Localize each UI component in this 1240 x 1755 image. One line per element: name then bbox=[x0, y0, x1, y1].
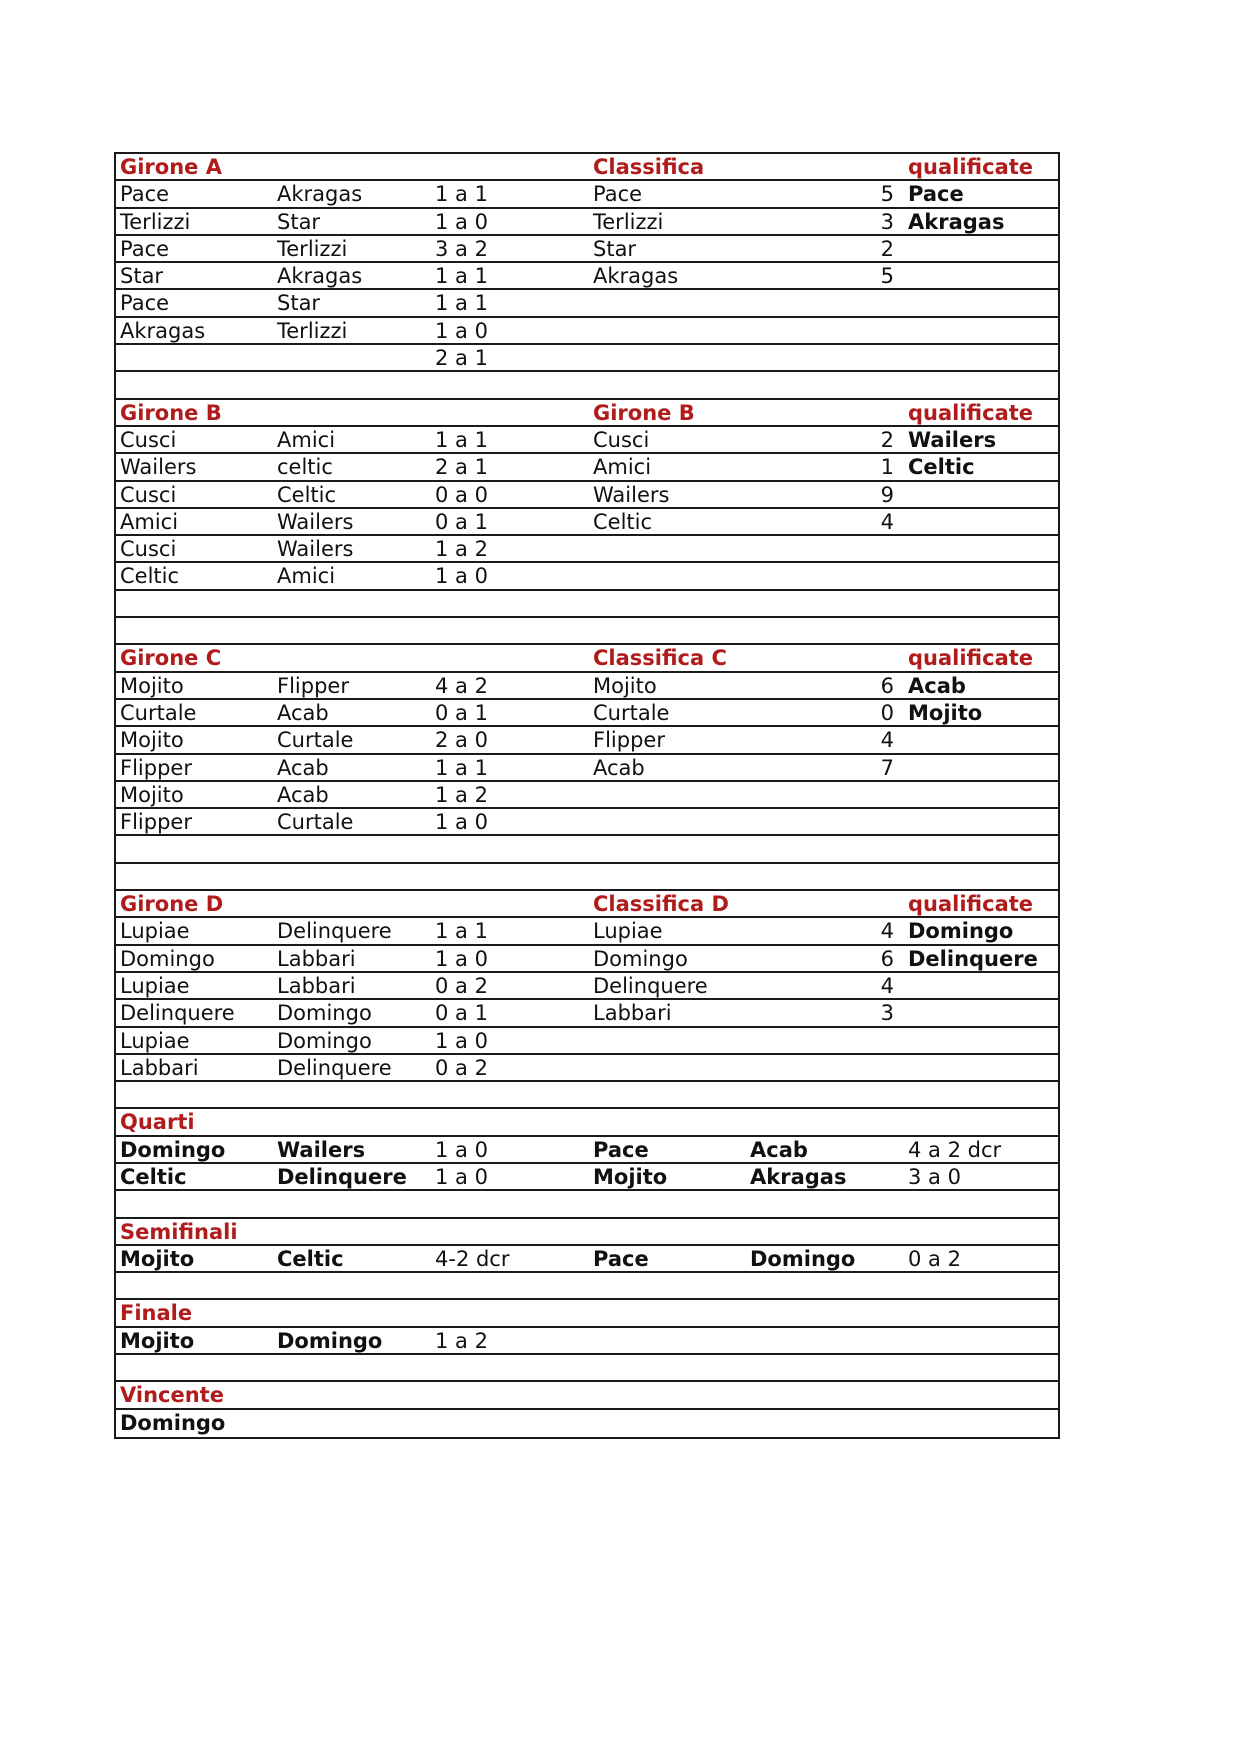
semifinali-header-row bbox=[116, 1219, 1058, 1246]
standing-points: 6 bbox=[880, 673, 894, 698]
score: 0 a 2 bbox=[435, 973, 488, 998]
table-row bbox=[116, 1137, 1058, 1164]
away-team: Amici bbox=[277, 564, 336, 589]
table-row bbox=[116, 563, 1058, 590]
score: 1 a 0 bbox=[435, 1164, 488, 1189]
table-row bbox=[116, 209, 1058, 236]
table-row bbox=[116, 482, 1058, 509]
score: 0 a 1 bbox=[435, 1001, 488, 1026]
home-team: Pace bbox=[593, 1246, 649, 1271]
home-team: Celtic bbox=[120, 1164, 187, 1189]
table-row bbox=[116, 700, 1058, 727]
qualified-team: Acab bbox=[908, 673, 966, 698]
empty-row bbox=[116, 618, 1058, 645]
standing-team: Flipper bbox=[593, 728, 665, 753]
score: 1 a 1 bbox=[435, 182, 488, 207]
score: 3 a 2 bbox=[435, 236, 488, 261]
standing-team: Mojito bbox=[593, 673, 657, 698]
away-team: Akragas bbox=[277, 182, 363, 207]
home-team: Cusci bbox=[120, 427, 177, 452]
standing-team: Celtic bbox=[593, 509, 653, 534]
home-team: Celtic bbox=[120, 564, 180, 589]
home-team: Pace bbox=[593, 1137, 649, 1162]
girone-c-title: Girone C bbox=[120, 646, 222, 671]
standing-team: Wailers bbox=[593, 482, 670, 507]
table-row bbox=[116, 454, 1058, 481]
table-row bbox=[116, 1246, 1058, 1273]
qualified-team: Celtic bbox=[908, 455, 975, 480]
away-team: Akragas bbox=[750, 1164, 847, 1189]
score: 1 a 0 bbox=[435, 946, 488, 971]
table-row bbox=[116, 918, 1058, 945]
table-row bbox=[116, 181, 1058, 208]
score: 0 a 1 bbox=[435, 509, 488, 534]
winner-team: Domingo bbox=[120, 1410, 226, 1435]
home-team: Pace bbox=[120, 182, 170, 207]
qualified-team: Delinquere bbox=[908, 946, 1038, 971]
standing-points: 1 bbox=[880, 455, 894, 480]
standing-points: 3 bbox=[880, 1001, 894, 1026]
away-team: Acab bbox=[750, 1137, 808, 1162]
table-row bbox=[116, 755, 1058, 782]
table-row bbox=[116, 263, 1058, 290]
away-team: Delinquere bbox=[277, 1164, 407, 1189]
standing-team: Delinquere bbox=[593, 973, 708, 998]
empty-row bbox=[116, 1191, 1058, 1218]
standing-points: 9 bbox=[880, 482, 894, 507]
away-team: Acab bbox=[277, 755, 329, 780]
table-row bbox=[116, 290, 1058, 317]
finale-title: Finale bbox=[120, 1301, 193, 1326]
home-team: Wailers bbox=[120, 455, 197, 480]
home-team: Lupiae bbox=[120, 973, 190, 998]
table-row bbox=[116, 946, 1058, 973]
away-team: Terlizzi bbox=[277, 318, 348, 343]
girone-c-classifica-title: Classifica C bbox=[593, 646, 727, 671]
standing-team: Pace bbox=[593, 182, 643, 207]
home-team: Star bbox=[120, 264, 164, 289]
score: 1 a 1 bbox=[435, 755, 488, 780]
qualified-team: Mojito bbox=[908, 700, 983, 725]
home-team: Pace bbox=[120, 291, 170, 316]
table-row bbox=[116, 427, 1058, 454]
table-row bbox=[116, 1328, 1058, 1355]
away-team: Celtic bbox=[277, 482, 337, 507]
score: 4 a 2 dcr bbox=[908, 1137, 1002, 1162]
home-team: Labbari bbox=[120, 1055, 199, 1080]
table-row bbox=[116, 318, 1058, 345]
away-team: Labbari bbox=[277, 973, 356, 998]
standing-team: Cusci bbox=[593, 427, 650, 452]
home-team: Delinquere bbox=[120, 1001, 235, 1026]
score: 1 a 1 bbox=[435, 919, 488, 944]
standing-points: 2 bbox=[880, 236, 894, 261]
standing-points: 0 bbox=[880, 700, 894, 725]
away-team: Delinquere bbox=[277, 1055, 392, 1080]
girone-b-title: Girone B bbox=[120, 400, 222, 425]
table-row bbox=[116, 673, 1058, 700]
standing-team: Curtale bbox=[593, 700, 670, 725]
away-team: Wailers bbox=[277, 537, 354, 562]
table-row bbox=[116, 1055, 1058, 1082]
standing-points: 4 bbox=[880, 919, 894, 944]
away-team: Domingo bbox=[277, 1001, 372, 1026]
girone-c-qualificate-title: qualificate bbox=[908, 646, 1034, 671]
score: 1 a 1 bbox=[435, 427, 488, 452]
qualified-team: Akragas bbox=[908, 209, 1005, 234]
score: 2 a 1 bbox=[435, 346, 488, 371]
score: 1 a 0 bbox=[435, 1028, 488, 1053]
score: 1 a 1 bbox=[435, 264, 488, 289]
away-team: celtic bbox=[277, 455, 333, 480]
qualified-team: Domingo bbox=[908, 919, 1014, 944]
standing-points: 4 bbox=[880, 973, 894, 998]
away-team: Wailers bbox=[277, 1137, 366, 1162]
standing-points: 2 bbox=[880, 427, 894, 452]
empty-row bbox=[116, 591, 1058, 618]
score: 1 a 2 bbox=[435, 782, 488, 807]
standing-team: Labbari bbox=[593, 1001, 672, 1026]
score: 4-2 dcr bbox=[435, 1246, 510, 1271]
girone-b-header-row bbox=[116, 400, 1058, 427]
score: 3 a 0 bbox=[908, 1164, 961, 1189]
table-row bbox=[116, 345, 1058, 372]
empty-row bbox=[116, 372, 1058, 399]
home-team: Mojito bbox=[120, 782, 184, 807]
home-team: Cusci bbox=[120, 482, 177, 507]
away-team: Acab bbox=[277, 700, 329, 725]
score: 4 a 2 bbox=[435, 673, 488, 698]
table-row bbox=[116, 1000, 1058, 1027]
away-team: Wailers bbox=[277, 509, 354, 534]
standing-team: Acab bbox=[593, 755, 645, 780]
home-team: Cusci bbox=[120, 537, 177, 562]
home-team: Mojito bbox=[120, 728, 184, 753]
away-team: Curtale bbox=[277, 810, 354, 835]
girone-b-qualificate-title: qualificate bbox=[908, 400, 1034, 425]
standing-points: 5 bbox=[880, 264, 894, 289]
score: 1 a 0 bbox=[435, 1137, 488, 1162]
away-team: Flipper bbox=[277, 673, 349, 698]
standing-team: Terlizzi bbox=[593, 209, 664, 234]
home-team: Akragas bbox=[120, 318, 206, 343]
girone-a-title: Girone A bbox=[120, 155, 222, 179]
score: 2 a 0 bbox=[435, 728, 488, 753]
away-team: Acab bbox=[277, 782, 329, 807]
table-row bbox=[116, 509, 1058, 536]
empty-row bbox=[116, 1082, 1058, 1109]
standing-team: Domingo bbox=[593, 946, 688, 971]
empty-row bbox=[116, 864, 1058, 891]
standing-team: Amici bbox=[593, 455, 652, 480]
home-team: Lupiae bbox=[120, 1028, 190, 1053]
away-team: Domingo bbox=[277, 1028, 372, 1053]
score: 1 a 2 bbox=[435, 1328, 488, 1353]
qualified-team: Wailers bbox=[908, 427, 997, 452]
standing-points: 4 bbox=[880, 728, 894, 753]
table-row bbox=[116, 782, 1058, 809]
winner-row bbox=[116, 1410, 1058, 1437]
home-team: Lupiae bbox=[120, 919, 190, 944]
away-team: Star bbox=[277, 291, 321, 316]
away-team: Star bbox=[277, 209, 321, 234]
girone-d-title: Girone D bbox=[120, 892, 224, 917]
score: 0 a 0 bbox=[435, 482, 488, 507]
standing-points: 7 bbox=[880, 755, 894, 780]
quarti-title: Quarti bbox=[120, 1110, 195, 1135]
standing-points: 6 bbox=[880, 946, 894, 971]
home-team: Mojito bbox=[120, 1246, 195, 1271]
home-team: Amici bbox=[120, 509, 179, 534]
table-row bbox=[116, 1164, 1058, 1191]
score: 1 a 1 bbox=[435, 291, 488, 316]
tournament-sheet bbox=[114, 152, 1060, 1439]
empty-row bbox=[116, 836, 1058, 863]
empty-row bbox=[116, 1355, 1058, 1382]
girone-a-classifica-title: Classifica bbox=[593, 155, 705, 179]
finale-header-row bbox=[116, 1300, 1058, 1327]
home-team: Pace bbox=[120, 236, 170, 261]
home-team: Terlizzi bbox=[120, 209, 191, 234]
home-team: Curtale bbox=[120, 700, 197, 725]
away-team: Terlizzi bbox=[277, 236, 348, 261]
table-row bbox=[116, 1028, 1058, 1055]
standing-team: Star bbox=[593, 236, 637, 261]
standing-team: Akragas bbox=[593, 264, 679, 289]
girone-a-header-row bbox=[116, 154, 1058, 181]
girone-c-header-row bbox=[116, 645, 1058, 672]
table-row bbox=[116, 973, 1058, 1000]
home-team: Flipper bbox=[120, 810, 192, 835]
girone-b-classifica-title: Girone B bbox=[593, 400, 695, 425]
girone-d-classifica-title: Classifica D bbox=[593, 892, 729, 917]
score: 0 a 2 bbox=[435, 1055, 488, 1080]
away-team: Celtic bbox=[277, 1246, 344, 1271]
score: 0 a 2 bbox=[908, 1246, 961, 1271]
vincente-header-row bbox=[116, 1382, 1058, 1409]
qualified-team: Pace bbox=[908, 182, 964, 207]
standing-team: Lupiae bbox=[593, 919, 663, 944]
table-row bbox=[116, 809, 1058, 836]
girone-d-qualificate-title: qualificate bbox=[908, 892, 1034, 917]
table-row bbox=[116, 536, 1058, 563]
score: 1 a 0 bbox=[435, 318, 488, 343]
standing-points: 3 bbox=[880, 209, 894, 234]
home-team: Flipper bbox=[120, 755, 192, 780]
away-team: Labbari bbox=[277, 946, 356, 971]
score: 1 a 0 bbox=[435, 564, 488, 589]
home-team: Domingo bbox=[120, 1137, 226, 1162]
home-team: Mojito bbox=[120, 673, 184, 698]
semifinali-title: Semifinali bbox=[120, 1219, 238, 1244]
away-team: Curtale bbox=[277, 728, 354, 753]
away-team: Akragas bbox=[277, 264, 363, 289]
quarti-header-row bbox=[116, 1109, 1058, 1136]
score: 0 a 1 bbox=[435, 700, 488, 725]
score: 2 a 1 bbox=[435, 455, 488, 480]
table-row bbox=[116, 236, 1058, 263]
girone-a-qualificate-title: qualificate bbox=[908, 155, 1034, 179]
standing-points: 5 bbox=[880, 182, 894, 207]
table-row bbox=[116, 727, 1058, 754]
standing-points: 4 bbox=[880, 509, 894, 534]
home-team: Mojito bbox=[593, 1164, 668, 1189]
empty-row bbox=[116, 1273, 1058, 1300]
home-team: Mojito bbox=[120, 1328, 195, 1353]
vincente-title: Vincente bbox=[120, 1383, 224, 1408]
home-team: Domingo bbox=[120, 946, 215, 971]
score: 1 a 2 bbox=[435, 537, 488, 562]
away-team: Domingo bbox=[750, 1246, 856, 1271]
score: 1 a 0 bbox=[435, 810, 488, 835]
score: 1 a 0 bbox=[435, 209, 488, 234]
away-team: Delinquere bbox=[277, 919, 392, 944]
away-team: Domingo bbox=[277, 1328, 383, 1353]
girone-d-header-row bbox=[116, 891, 1058, 918]
away-team: Amici bbox=[277, 427, 336, 452]
